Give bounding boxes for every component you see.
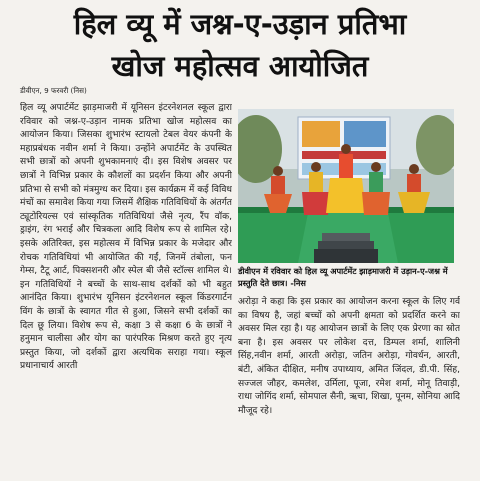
photo-caption: डीवीएन में रविवार को हिल व्यू अपार्टमेंट झाड़माजरी में उड़ान-ए-जश्न में प्रस्तुति देते छात्र। -निस xyxy=(238,266,448,288)
dateline: डीवीएन, 9 फरवरी (निस) xyxy=(20,86,87,95)
headline xyxy=(0,6,480,84)
article-body-right: अरोड़ा ने कहा कि इस प्रकार का आयोजन करना स्कूल के लिए गर्व का विषय है, जहां बच्चों को अपनी क्षमता को प्रदर्शित करने का अवसर मिल रहा है। यह आयोजन छात्रों के लिए एक प्रेरणा का स्रोत बना है। इस अवसर पर लोकेश दत्त, डिम्पल शर्मा, शालिनी सिंह,नवीन शर्मा, आरती अरोड़ा, जतिन अरोड़ा, गोवर्धन, आरती, बंटी, अंकित दीक्षित, मनीष उपाध्याय, अमित जिंदल, डी.पी. सिंह, सज्जल जौहर, कमलेश, उर्मिला, पूजा, रमेश शर्मा, मोनू तिवाड़ी, राधा जोगिंद शर्मा, सोमपाल सैनी, ऋचा, शिखा, पूनम, सोनिया आदि मौजूद रहे। xyxy=(238,297,460,416)
headline-line-1: हिल व्यू में जश्न-ए-उड़ान प्रतिभा xyxy=(73,7,407,41)
event-photo xyxy=(238,109,454,263)
headline-line-2: खोज महोत्सव आयोजित xyxy=(111,49,369,83)
article-body-left: हिल व्यू अपार्टमेंट झाड़माजरी में यूनिसन इंटरनेशनल स्कूल द्वारा रविवार को जश्न-ए-उड़ान नामक प्रतिभा खोज महोत्सव का आयोजन किया। जिसका शुभारंभ स्टायलो टेबल वेयर कंपनी के महाप्रबंधक नवीन शर्मा ने किया। उन्होंने अपार्टमेंट के उपस्थित सभी छात्रों को अपनी शुभकामनाएं दी। इस विशेष अवसर पर छात्रों ने विभिन्न प्रकार के कौशलों का प्रदर्शन किया और अपनी प्रतिभा से सभी को मंत्रमुग्ध कर दिया। इस कार्यक्रम में कई विविध मंचों का समावेश किया गया जिसमें शैक्षिक गतिविधियों के अंतर्गत ट्यूटोरियल्स एवं सांस्कृतिक गतिविधियां जैसे नृत्य, रैंप वॉक, ड्राइंग, रंग भराई और चित्रकला आदि विशेष रूप से शामिल रहे। इसके अतिरिक्त, इस महोत्सव में विभिन्न प्रकार के मजेदार और रोचक गतिविधियां भी आयोजित की गईं, जिनमें तंबोला, फन गेम्स, टैटू आर्ट, पिक्सशनरी और स्पेल बी जैसे स्टॉल्स शामिल थे। इन गतिविधियों ने बच्चों के साथ-साथ दर्शकों को भी बहुत आनंदित किया। शुभारंभ यूनिसन इंटरनेशनल स्कूल किंडरगार्टन विंग के छात्रों के स्वागत गीत से हुआ, जिसने सभी दर्शकों का दिल छू लिया। विशेष रूप से, कक्षा 3 से कक्षा 6 के छात्रों ने हनुमान चालीसा और योग का पारंपरिक मिश्रण करते हुए नृत्य प्रस्तुत किया, जो दर्शकों द्वारा अत्यधिक सराहा गया। स्कूल प्रधानाचार्य आरती xyxy=(20,103,232,372)
stage-performance-illustration xyxy=(238,109,454,263)
